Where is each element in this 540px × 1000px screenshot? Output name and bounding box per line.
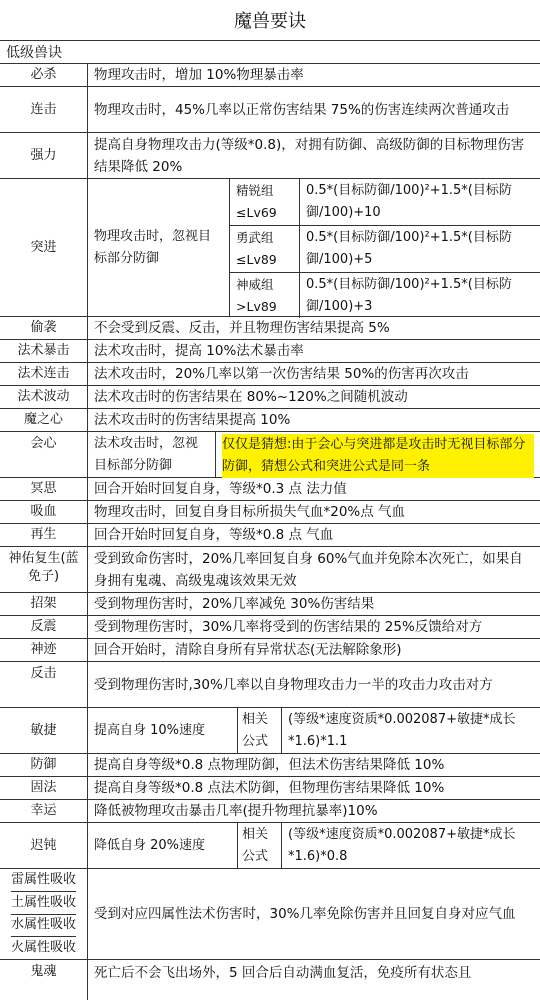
table-row bbox=[0, 708, 540, 754]
skill-desc: 死亡后不会飞出场外，5 回合后自动满血复活，免疫所有状态且 bbox=[94, 965, 472, 981]
skill-name: 法术暴击 bbox=[0, 340, 88, 362]
skill-name: 反震 bbox=[0, 616, 88, 638]
table-row bbox=[0, 432, 540, 478]
skill-name: 水属性吸收 bbox=[11, 915, 76, 938]
skill-name: 法术连击 bbox=[0, 363, 88, 385]
skill-desc: 法术攻击时，提高 10%法术暴击率 bbox=[94, 343, 304, 359]
table-row bbox=[0, 87, 540, 133]
skill-name: 反击 bbox=[0, 662, 88, 707]
skill-desc: 受到物理伤害时，30%几率将受到的伤害结果的 25%反馈给对方 bbox=[94, 619, 483, 635]
skill-name: 强力 bbox=[0, 133, 88, 178]
skill-desc: 法术攻击时，20%几率以第一次伤害结果 50%的伤害再次攻击 bbox=[94, 366, 469, 382]
skill-name: 土属性吸收 bbox=[11, 892, 76, 915]
skill-desc: 受到致命伤害时，20%几率回复自身 60%气血并免除本次死亡，如果自身拥有鬼魂、高级鬼魂该效果无效 bbox=[94, 550, 523, 589]
formula-row bbox=[230, 273, 540, 318]
formula-text: 0.5*(目标防御/100)²+1.5*(目标防御/100)+5 bbox=[306, 230, 512, 267]
table-row bbox=[0, 754, 540, 777]
skill-name: 吸血 bbox=[0, 501, 88, 523]
skill-desc: 降低被物理攻击暴击几率(提升物理抗暴率)10% bbox=[94, 803, 378, 819]
table-row bbox=[0, 501, 540, 524]
group-label: 勇武组≤Lv89 bbox=[230, 226, 300, 272]
table-row bbox=[0, 593, 540, 616]
table-row bbox=[0, 616, 540, 639]
formula-label: 相关公式 bbox=[238, 708, 282, 753]
skill-desc: 提高自身 10%速度 bbox=[88, 708, 238, 753]
table-row bbox=[0, 547, 540, 593]
skill-name: 再生 bbox=[0, 524, 88, 546]
note-cell bbox=[216, 432, 540, 477]
table-row bbox=[0, 662, 540, 708]
skill-name: 雷属性吸收 bbox=[11, 869, 76, 892]
page-title: 魔兽要诀 bbox=[0, 0, 540, 41]
formula-label: 相关公式 bbox=[238, 823, 282, 868]
skill-desc: 降低自身 20%速度 bbox=[88, 823, 238, 868]
skill-name: 幸运 bbox=[0, 800, 88, 822]
skill-name: 魔之心 bbox=[0, 409, 88, 431]
skill-desc: 物理攻击时，忽视目标部分防御 bbox=[88, 179, 230, 316]
skill-name: 法术波动 bbox=[0, 386, 88, 408]
skill-name: 神佑复生(蓝免子) bbox=[0, 547, 88, 592]
skill-name: 固法 bbox=[0, 777, 88, 799]
element-labels bbox=[0, 869, 88, 959]
formula-text: (等级*速度资质*0.002087+敏捷*成长*1.6)*0.8 bbox=[288, 826, 516, 864]
table-row bbox=[0, 777, 540, 800]
skill-name: 连击 bbox=[0, 87, 88, 132]
skill-name: 火属性吸收 bbox=[10, 940, 76, 956]
skill-desc: 物理攻击时，45%几率以正常伤害结果 75%的伤害连续两次普通攻击 bbox=[94, 101, 510, 118]
table-row bbox=[0, 478, 540, 501]
table-row bbox=[0, 133, 540, 179]
table-row bbox=[0, 386, 540, 409]
section-heading: 低级兽诀 bbox=[0, 41, 540, 64]
skill-desc: 提高自身等级*0.8 点物理防御，但法术伤害结果降低 10% bbox=[94, 757, 445, 773]
formula-row bbox=[230, 179, 540, 226]
table-row bbox=[0, 823, 540, 869]
table-row bbox=[0, 524, 540, 547]
skill-name: 会心 bbox=[0, 432, 88, 477]
highlighted-note: 仅仅是猜想:由于会心与突进都是攻击时无视目标部分防御，猜想公式和突进公式是同一条 bbox=[222, 434, 534, 478]
skill-name: 冥思 bbox=[0, 478, 88, 500]
skill-desc: 受到物理伤害时，20%几率减免 30%伤害结果 bbox=[94, 596, 375, 612]
skill-name: 招架 bbox=[0, 593, 88, 615]
table-row bbox=[0, 179, 540, 317]
table-row bbox=[0, 960, 540, 1000]
skill-name: 迟钝 bbox=[0, 823, 88, 868]
skill-desc: 法术攻击时的伤害结果提高 10% bbox=[94, 412, 291, 428]
skill-desc: 受到对应四属性法术伤害时，30%几率免除伤害并且回复自身对应气血 bbox=[94, 906, 516, 922]
skill-name: 鬼魂 bbox=[0, 960, 88, 1000]
table-row bbox=[0, 639, 540, 662]
formula-text: 0.5*(目标防御/100)²+1.5*(目标防御/100)+3 bbox=[306, 276, 512, 314]
skill-desc: 物理攻击时，增加 10%物理暴击率 bbox=[94, 67, 304, 83]
group-label: 神威组>Lv89 bbox=[230, 273, 300, 318]
table-row bbox=[0, 409, 540, 432]
table-row bbox=[0, 317, 540, 340]
skill-name: 必杀 bbox=[0, 64, 88, 86]
table-row bbox=[0, 869, 540, 960]
skill-desc: 物理攻击时，回复自身目标所损失气血*20%点 气血 bbox=[94, 504, 406, 520]
group-label: 精锐组≤Lv69 bbox=[230, 179, 300, 225]
table-row bbox=[0, 64, 540, 87]
skill-desc: 受到物理伤害时,30%几率以自身物理攻击力一半的攻击力攻击对方 bbox=[94, 676, 493, 693]
skill-desc: 法术攻击时的伤害结果在 80%~120%之间随机波动 bbox=[94, 389, 408, 405]
skill-desc: 提高自身物理攻击力(等级*0.8)，对拥有防御、高级防御的目标物理伤害结果降低 20% bbox=[94, 136, 525, 175]
formula-text: 0.5*(目标防御/100)²+1.5*(目标防御/100)+10 bbox=[306, 183, 512, 220]
formula-table bbox=[230, 179, 540, 316]
table-row bbox=[0, 363, 540, 386]
skill-name: 防御 bbox=[0, 754, 88, 776]
table-row bbox=[0, 340, 540, 363]
skill-desc: 不会受到反震、反击，并且物理伤害结果提高 5% bbox=[94, 320, 390, 336]
skill-name: 敏捷 bbox=[0, 708, 88, 753]
skill-desc: 法术攻击时，忽视目标部分防御 bbox=[88, 432, 216, 477]
skill-desc: 提高自身等级*0.8 点法术防御，但物理伤害结果降低 10% bbox=[94, 780, 445, 796]
table-row bbox=[0, 800, 540, 823]
skill-name: 偷袭 bbox=[0, 317, 88, 339]
skill-name: 神迹 bbox=[0, 639, 88, 661]
skill-name: 突进 bbox=[0, 179, 88, 316]
skill-desc: 回合开始时回复自身，等级*0.8 点 气血 bbox=[94, 527, 334, 543]
formula-text: (等级*速度资质*0.002087+敏捷*成长*1.6)*1.1 bbox=[288, 711, 516, 749]
skill-desc: 回合开始时回复自身，等级*0.3 点 法力值 bbox=[94, 481, 347, 497]
skill-desc: 回合开始时，清除自身所有异常状态(无法解除象形) bbox=[94, 642, 402, 658]
formula-row bbox=[230, 226, 540, 273]
